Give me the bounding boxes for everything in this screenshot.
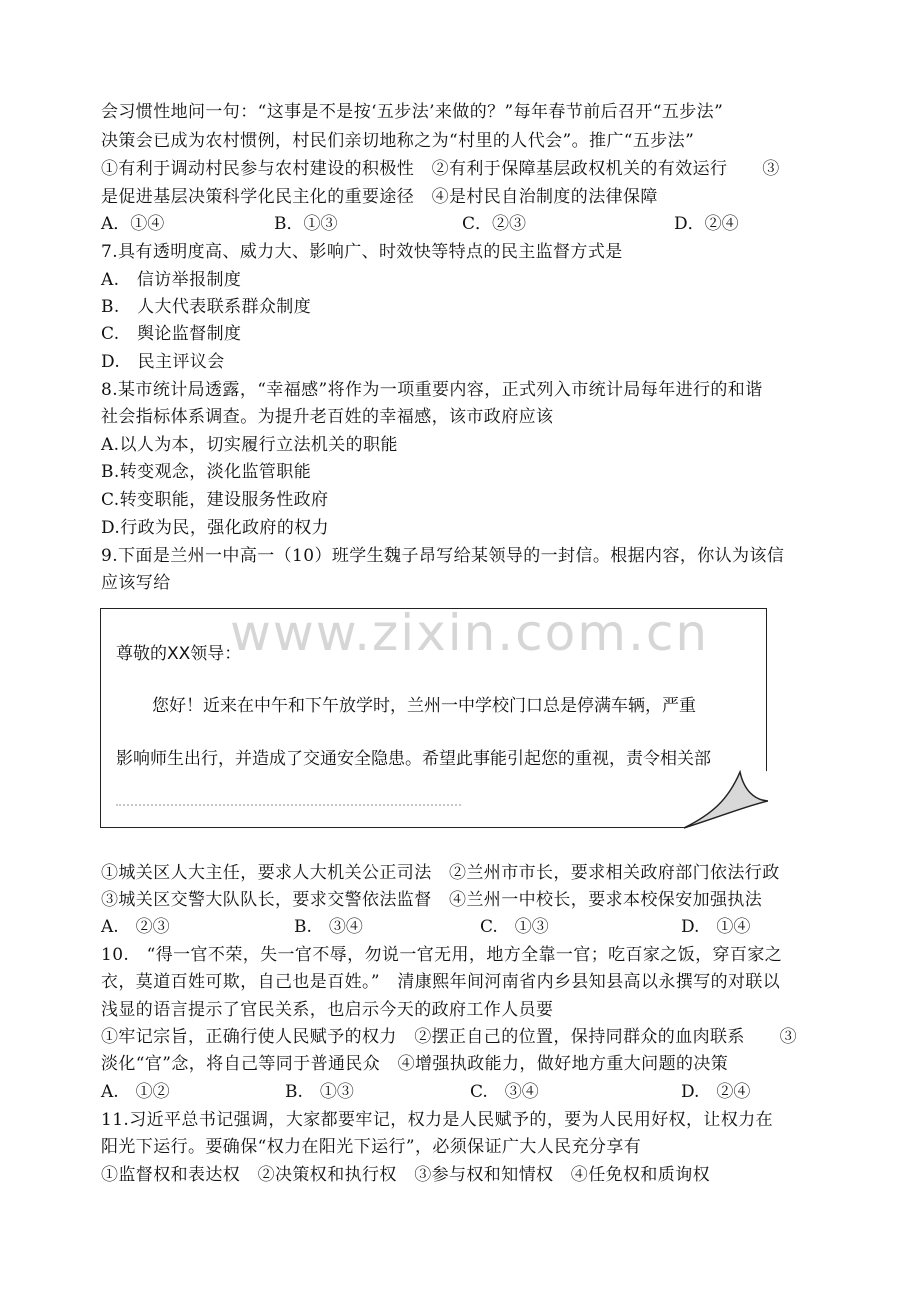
question-11: 11.习近平总书记强调，大家都要牢记，权力是人民赋予的，要为人民用好权，让权力在 [101, 1110, 774, 1130]
text-line: 阳光下运行。要确保“权力在阳光下运行”，必须保证广大人民充分享有 [101, 1137, 642, 1157]
letter-salutation: 尊敬的XX领导： [116, 644, 242, 664]
question-9: 9.下面是兰州一中高一（10）班学生魏子昂写给某领导的一封信。根据内容，你认为该信 [101, 546, 785, 566]
q9-option-d: D. ①④ [681, 917, 751, 937]
q6-option-c: C．②③ [462, 214, 527, 234]
q10-option-c: C. ③④ [470, 1082, 539, 1102]
text-line: 社会指标体系调查。为提升老百姓的幸福感，该市政府应该 [101, 407, 554, 427]
letter-body-line-2: 影响师生出行，并造成了交通安全隐患。希望此事能引起您的重视，责令相关部 [116, 749, 711, 769]
text-line: 衣，莫道百姓可欺，自己也是百姓。” 清康熙年间河南省内乡县知县高以永撰写的对联以 [101, 972, 781, 992]
text-line: ①城关区人大主任，要求人大机关公正司法 ②兰州市市长，要求相关政府部门依法行政 [101, 863, 780, 883]
q9-option-b: B. ③④ [294, 917, 363, 937]
question-7: 7.具有透明度高、威力大、影响广、时效快等特点的民主监督方式是 [101, 242, 623, 262]
cut-off-text-line [116, 804, 461, 812]
watermark-text: www.zixin.com.cn [230, 604, 710, 662]
text-line: ①监督权和表达权 ②决策权和执行权 ③参与权和知情权 ④任免权和质询权 [101, 1165, 710, 1185]
q7-option-b: B. 人大代表联系群众制度 [101, 297, 312, 317]
text-line: 淡化“官”念，将自己等同于普通民众 ④增强执政能力，做好地方重大问题的决策 [101, 1054, 729, 1074]
q7-option-a: A. 信访举报制度 [101, 270, 242, 290]
q7-option-d: D. 民主评议会 [101, 352, 225, 372]
text-line: ③城关区交警大队队长，要求交警依法监督 ④兰州一中校长，要求本校保安加强执法 [101, 890, 763, 910]
text-line: 会习惯性地问一句：“这事是不是按‘五步法’来做的？”每年春节前后召开“五步法” [101, 102, 724, 122]
text-line: 决策会已成为农村惯例，村民们亲切地称之为“村里的人代会”。推广“五步法” [101, 131, 695, 151]
q8-option-c: C.转变职能，建设服务性政府 [101, 490, 329, 510]
question-10: 10. “得一官不荣，失一官不辱，勿说一官无用，地方全靠一官；吃百家之饭，穿百家之 [101, 945, 783, 965]
text-line: 应该写给 [101, 573, 171, 593]
q9-option-a: A. ②③ [101, 917, 170, 937]
q10-option-a: A. ①② [101, 1082, 170, 1102]
question-8: 8.某市统计局透露，“幸福感”将作为一项重要内容，正式列入市统计局每年进行的和谐 [101, 380, 763, 400]
q6-option-d: D．②④ [674, 214, 739, 234]
text-line: ①有利于调动村民参与农村建设的积极性 ②有利于保障基层政权机关的有效运行 ③ [101, 159, 780, 179]
q6-option-a: A．①④ [101, 214, 165, 234]
q8-option-d: D.行政为民，强化政府的权力 [101, 518, 330, 538]
page-curl-icon [684, 770, 768, 830]
text-line: 是促进基层决策科学化民主化的重要途径 ④是村民自治制度的法律保障 [101, 187, 658, 207]
q7-option-c: C. 舆论监督制度 [101, 324, 242, 344]
q8-option-a: A.以人为本，切实履行立法机关的职能 [101, 435, 398, 455]
text-line: ①牢记宗旨，正确行使人民赋予的权力 ②摆正自己的位置，保持同群众的血肉联系 ③ [101, 1027, 797, 1047]
q9-option-c: C. ①③ [480, 917, 549, 937]
letter-box [100, 608, 767, 828]
q10-option-d: D. ②④ [681, 1082, 751, 1102]
text-line: 浅显的语言提示了官民关系，也启示今天的政府工作人员要 [101, 1000, 554, 1020]
letter-body-line-1: 您好！近来在中午和下午放学时，兰州一中学校门口总是停满车辆，严重 [152, 696, 696, 716]
q10-option-b: B. ①③ [285, 1082, 354, 1102]
q8-option-b: B.转变观念，淡化监管职能 [101, 462, 312, 482]
q6-option-b: B．①③ [274, 214, 338, 234]
